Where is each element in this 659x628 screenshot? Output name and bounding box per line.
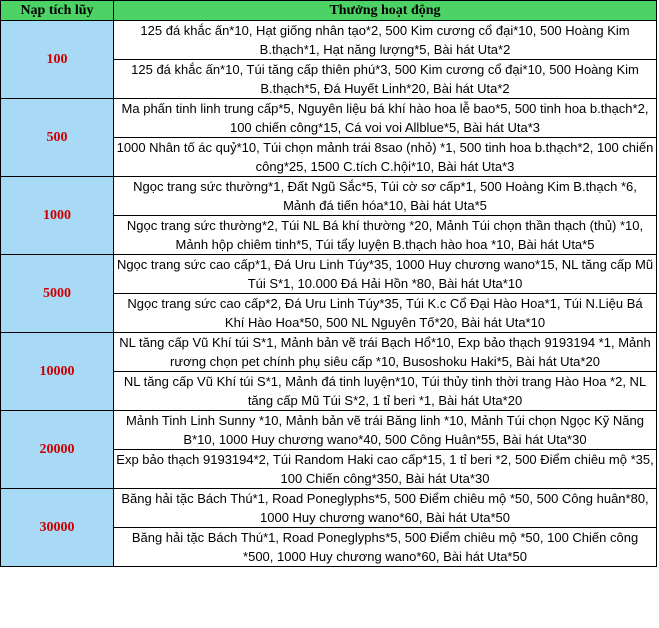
tier-amount: 10000	[1, 333, 114, 411]
tier-amount: 1000	[1, 177, 114, 255]
reward-cell: 125 đá khắc ấn*10, Túi tăng cấp thiên phú*3, 500 Kim cương cổ đại*10, 500 Hoàng Kim B.thạch*5, Đá Huyết Linh*20, Bài hát Uta*2	[114, 60, 657, 99]
tier-amount: 20000	[1, 411, 114, 489]
table-row	[1, 255, 657, 294]
reward-cell: 1000 Nhân tố ác quỷ*10, Túi chọn mảnh trái 8sao (nhỏ) *1, 500 tinh hoa b.thạch*2, 100 chiến công*25, 1500 C.tích C.hội*10, Bài hát Uta*3	[114, 138, 657, 177]
reward-cell: Băng hải tặc Bách Thú*1, Road Poneglyphs*5, 500 Điểm chiêu mộ *50, 500 Công huân*80, 1000 Huy chương wano*60, Bài hát Uta*50	[114, 489, 657, 528]
tier-amount: 500	[1, 99, 114, 177]
header-reward: Thưởng hoạt động	[114, 1, 657, 21]
reward-cell: Ngọc trang sức thường*1, Đất Ngũ Sắc*5, Túi cờ sơ cấp*1, 500 Hoàng Kim B.thạch *6, Mảnh đá tiến hóa*10, Bài hát Uta*5	[114, 177, 657, 216]
reward-cell: Mảnh Tinh Linh Sunny *10, Mảnh bản vẽ trái Băng linh *10, Mảnh Túi chọn Ngọc Kỹ Năng B*10, 1000 Huy chương wano*40, 500 Công Huân*55, Bài hát Uta*30	[114, 411, 657, 450]
reward-cell: NL tăng cấp Vũ Khí túi S*1, Mảnh đá tinh luyện*10, Túi thủy tinh thời trang Hào Hoa *2, NL tăng cấp Mũ Túi S*2, 1 tỉ beri *1, Bài hát Uta*20	[114, 372, 657, 411]
reward-cell: Ma phấn tinh linh trung cấp*5, Nguyên liệu bá khí hào hoa lễ bao*5, 500 tinh hoa b.thạch*2, 100 chiến công*15, Cá voi voi Allblue*5, Bài hát Uta*3	[114, 99, 657, 138]
table-row	[1, 21, 657, 60]
reward-cell: NL tăng cấp Vũ Khí túi S*1, Mảnh bản vẽ trái Bạch Hổ*10, Exp bảo thạch 9193194 *1, Mảnh rương chọn pet chính phụ siêu cấp *10, Busoshoku Haki*5, Bài hát Uta*20	[114, 333, 657, 372]
reward-cell: Ngọc trang sức thường*2, Túi NL Bá khí thường *20, Mảnh Túi chọn thần thạch (thủ) *10, Mảnh hộp chiêm tinh*5, Túi tẩy luyện B.thạch hào hoa *10, Bài hát Uta*5	[114, 216, 657, 255]
reward-cell: Băng hải tặc Bách Thú*1, Road Poneglyphs*5, 500 Điểm chiêu mộ *50, 100 Chiến công *500, 1000 Huy chương wano*60, Bài hát Uta*50	[114, 528, 657, 567]
table-row	[1, 489, 657, 528]
reward-cell: Ngọc trang sức cao cấp*2, Đá Uru Linh Túy*35, Túi K.c Cổ Đại Hào Hoa*1, Túi N.Liệu Bá Khí Hào Hoa*50, 500 NL Nguyên Tố*20, Bài hát Uta*10	[114, 294, 657, 333]
reward-cell: Exp bảo thạch 9193194*2, Túi Random Haki cao cấp*15, 1 tỉ beri *2, 500 Điểm chiêu mộ *35, 100 Chiến công*350, Bài hát Uta*30	[114, 450, 657, 489]
reward-cell: Ngọc trang sức cao cấp*1, Đá Uru Linh Túy*35, 1000 Huy chương wano*15, NL tăng cấp Mũ Túi S*1, 10.000 Đá Hải Hồn *80, Bài hát Uta*10	[114, 255, 657, 294]
tier-amount: 30000	[1, 489, 114, 567]
tier-amount: 100	[1, 21, 114, 99]
table-row	[1, 333, 657, 372]
table-row	[1, 99, 657, 138]
header-row	[1, 1, 657, 21]
reward-cell: 125 đá khắc ấn*10, Hạt giống nhân tạo*2, 500 Kim cương cổ đại*10, 500 Hoàng Kim B.thạch*1, Hạt năng lượng*5, Bài hát Uta*2	[114, 21, 657, 60]
table-row	[1, 411, 657, 450]
table-row	[1, 177, 657, 216]
tier-amount: 5000	[1, 255, 114, 333]
header-tier: Nạp tích lũy	[1, 1, 114, 21]
